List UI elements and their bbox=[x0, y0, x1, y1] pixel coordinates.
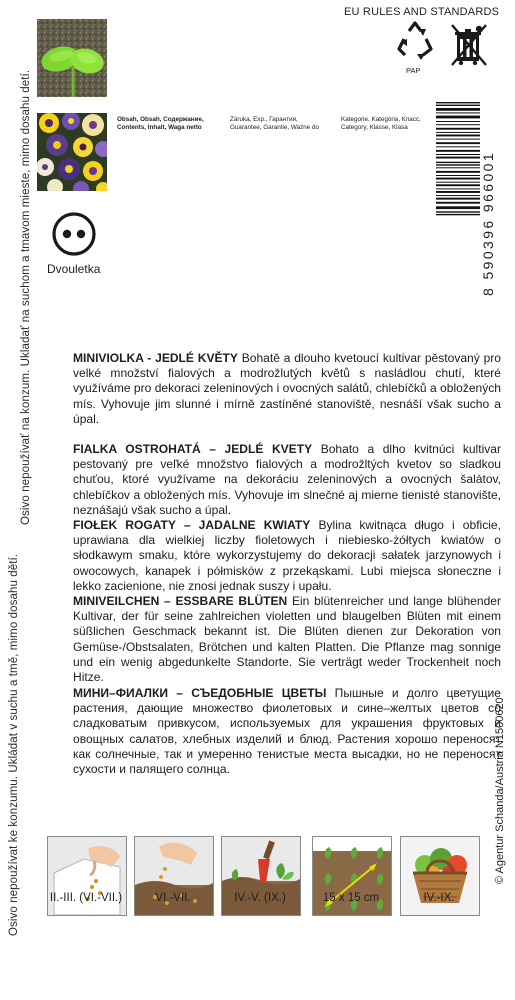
barcode-bar bbox=[436, 175, 480, 176]
legend-guarantee-line2: Guarantee, Garantie, Ważne do bbox=[230, 124, 320, 131]
recycle-label: PAP bbox=[406, 66, 421, 75]
description-sk-text: Bohato a dlho kvitnúci kultivar pestovaný pre veľké množstvo fialových a modrožltých kvetov so sladkou chuťou, ktoré využívame na dekoráciu zeleninových a ovocných šalátov, chlebíčkov a obložených mís. Vyhovuje im slnečné aj mierne tienisté stanovište, neznášajú však sucho a úpal. bbox=[73, 442, 501, 517]
storage-note-sk: Osivo nepoužívať na konzum. Ukladať na suchom a tmavom mieste, mimo dosahu detí. bbox=[20, 69, 32, 525]
barcode-bar bbox=[436, 178, 480, 180]
description-de-text: Ein blütenreicher und lange blühender Kultivar, der für seine zahlreichen violetten und blaugelben Blüten mit einem süßlichen Geschmack bekannt ist. Die Blüten dienen zur Dekoration von Gemüse-/Obstsalaten, Brötchen und kalten Platten. Die Pflanze mag sonnige und ein wenig abgedunkelte Standorte. Sie verträgt weder Trockenheit noch Hitze. bbox=[73, 594, 501, 685]
description-pl-title: FIOŁEK ROGATY – JADALNE KWIATY bbox=[73, 518, 311, 532]
waste-bin-icon bbox=[448, 21, 488, 67]
barcode-digits: 8 590396 966001 bbox=[480, 151, 496, 296]
barcode-bar bbox=[436, 188, 480, 189]
barcode-bar bbox=[436, 146, 480, 147]
legend-category-line2: Category, Klasse, Klasa bbox=[341, 124, 408, 131]
seedling-photo bbox=[37, 19, 107, 97]
sowing-outdoor-icon bbox=[134, 836, 214, 916]
legend-contents bbox=[117, 116, 204, 132]
legend-guarantee-line1: Záruka, Exp., Гарантия, bbox=[230, 116, 298, 123]
description-ru-title: МИНИ–ФИАЛКИ – СЪЕДОБНЫЕ ЦВЕТЫ bbox=[73, 686, 327, 700]
calendar-label-1: II.-III. (VI.-VII.) bbox=[49, 892, 123, 904]
recycle-icon bbox=[395, 21, 435, 65]
barcode-bar bbox=[436, 124, 480, 125]
barcode-bar bbox=[436, 135, 480, 137]
barcode-bar bbox=[436, 191, 480, 193]
barcode-bar bbox=[436, 182, 480, 183]
description-de-title: MINIVEILCHEN – ESSBARE BLÜTEN bbox=[73, 594, 288, 608]
barcode-bar bbox=[436, 184, 480, 186]
legend-category-line1: Kategorie, Kategória, Класс, bbox=[341, 116, 421, 123]
calendar-label-5: IV.-IX. bbox=[423, 892, 455, 904]
description-cz bbox=[39, 351, 501, 427]
legend-contents-line2: Contents, Inhalt, Waga netto bbox=[117, 124, 202, 131]
barcode-bar bbox=[436, 116, 480, 119]
eu-rules-title: EU RULES AND STANDARDS bbox=[344, 6, 500, 18]
barcode-bar bbox=[436, 121, 480, 122]
calendar-label-2: VI.-VII. bbox=[155, 892, 191, 904]
calendar-label-4: 15 x 15 cm bbox=[322, 892, 380, 904]
description-sk bbox=[39, 442, 501, 518]
legend-category bbox=[341, 116, 421, 132]
description-pl bbox=[39, 518, 501, 594]
calendar-label-3: IV.-V. (IX.) bbox=[234, 892, 286, 904]
barcode-bar bbox=[436, 112, 480, 113]
transplanting-trowel-icon bbox=[221, 836, 301, 916]
barcode-bar bbox=[436, 195, 480, 196]
barcode-bar bbox=[436, 142, 480, 144]
viola-flowers-photo bbox=[37, 113, 107, 191]
description-pl-text: Bylina kwitnąca długo i obficie, uprawiana dla wielkiej liczby fioletowych i niebiesko-żółtych kwiatów o słodkawym smaku, które wykorzystujemy do dekoracji sałatek jarzynowych i owocowych, kanapek i półmisków z przekąskami. Lubi miejsca słoneczne i lekko zacienione, nie znosi jednak suszy i upału. bbox=[73, 518, 501, 593]
description-ru bbox=[39, 686, 501, 777]
legend-contents-line1: Obsah, Obsah, Содержание, bbox=[117, 116, 204, 123]
barcode-bar bbox=[436, 164, 480, 165]
barcode-bar bbox=[436, 128, 480, 130]
barcode-bar bbox=[436, 108, 480, 111]
barcode-bar bbox=[436, 214, 480, 215]
sowing-tray-icon bbox=[47, 836, 127, 916]
barcode-bar bbox=[436, 139, 480, 140]
barcode-bar bbox=[436, 202, 480, 204]
barcode-bar bbox=[436, 132, 480, 133]
barcode-bar bbox=[436, 171, 480, 173]
agency-credit: © Agentur Schanda/Austria N1500620 bbox=[494, 697, 506, 884]
biennial-label: Dvouletka bbox=[47, 262, 101, 276]
legend-guarantee bbox=[230, 116, 319, 132]
barcode-bar bbox=[436, 154, 480, 155]
description-cz-title: MINIVIOLKA - JEDLÉ KVĚTY bbox=[73, 351, 238, 365]
storage-note-cz: Osivo nepoužívat ke konzumu. Ukládat v suchu a tmě, mimo dosahu dětí. bbox=[8, 553, 20, 936]
barcode-bar bbox=[436, 167, 480, 168]
two-dots-icon bbox=[51, 211, 97, 257]
barcode-bar bbox=[436, 162, 480, 163]
barcode-bar bbox=[436, 157, 480, 159]
spacing-icon bbox=[312, 836, 392, 916]
barcode-bar bbox=[436, 102, 480, 103]
barcode-bar bbox=[436, 206, 480, 209]
barcode-bar bbox=[436, 198, 480, 200]
description-cz-text: Bohatě a dlouho kvetoucí kultivar pěstovaný pro velké množství fialových a modrožlutých květů s nasládlou chutí, které využíváme pro dekoraci zeleninových i ovocných salátů, chlebíčků a obložených mís. Vyhovuje jim slunné i mírně zastíněné stanoviště, nesnáší však sucho a úpal. bbox=[73, 351, 501, 426]
harvest-basket-icon bbox=[400, 836, 480, 916]
barcode-bar bbox=[436, 105, 480, 106]
barcode-bar bbox=[436, 211, 480, 212]
description-sk-title: FIALKA OSTROHATÁ – JEDLÉ KVETY bbox=[73, 442, 313, 456]
description-ru-text: Пышные и долго цветущие растения, дающие множество фиолетовых и сине–желтых цветов со сладковатым привкусом, используемых для украшения фруктовых и овощных салатов, хлебных изделий и блюд. Растения хорошо переносят как солнечные, так и умеренно тенистые места высадки, но не переносят сухости и палящего солнца. bbox=[73, 686, 501, 777]
barcode-bar bbox=[436, 150, 480, 152]
description-de bbox=[39, 594, 501, 685]
